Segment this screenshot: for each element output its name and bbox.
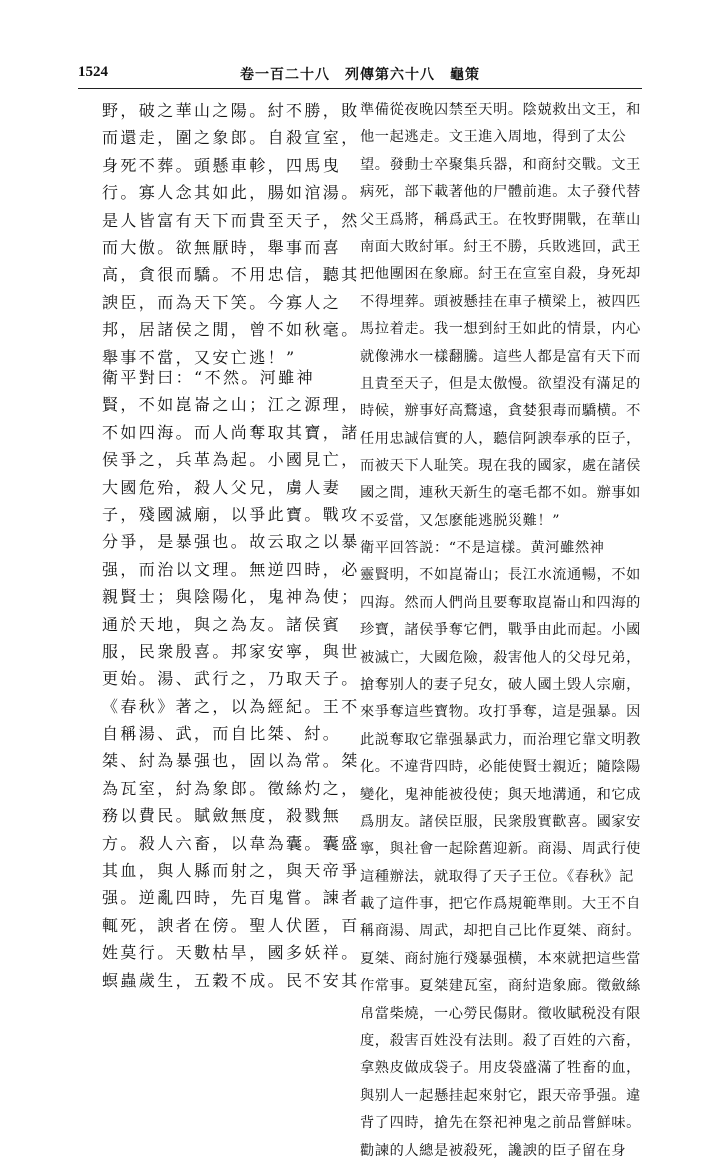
text-line: 不得埋葬。頭被懸挂在車子横梁上，被四匹 [360,293,641,310]
text-line: 務以費民。賦斂無度，殺戮無 [102,806,342,826]
translation-paragraph-2 [360,535,641,1165]
header-rule [78,88,642,89]
text-line: 賢，不如崑崙之山；江之源理， [102,395,360,415]
text-line: 望。發動士卒聚集兵器，和商紂交戰。文王 [360,156,641,173]
text-line: 且貴至天子，但是太傲慢。欲望没有滿足的 [360,375,641,392]
text-line: 親賢士；與陰陽化，鬼神為使； [102,587,360,607]
text-line: 强。逆亂四時，先百鬼嘗。諫者 [102,888,360,908]
page-header [0,0,716,96]
text-line: 載了這件事，把它作爲規範準則。大王不自 [360,896,641,913]
text-line: 寧，與社會一起除舊迎新。商湯、周武行使 [360,841,641,858]
text-line: 變化，鬼神能被役使；與天地溝通，和它成 [360,786,641,803]
text-line: 身死不葬。頭懸車軫，四馬曳 [102,155,342,175]
text-line: 把他團困在象廊。紂王在宣室自殺，身死却 [360,266,641,283]
text-line: 野，破之華山之陽。紂不勝，敗 [102,101,360,120]
text-line: 行。寡人念其如此，腸如涫湯。 [102,183,360,203]
text-line: 國之間，連秋天新生的毫毛都不如。辦事如 [360,485,641,502]
text-line: 强，而治以文理。無逆四時，必 [102,559,360,579]
text-line: 準備從夜晚囚禁至天明。陰兢救出文王，和 [360,102,641,118]
text-line: 此説奪取它靠强暴武力，而治理它靠文明教 [360,731,641,748]
text-line: 《春秋》著之，以為經紀。王不 [102,696,360,716]
text-line: 大國危殆，殺人父兄，虜人妻 [102,477,342,497]
text-line: 就像沸水一樣翻騰。這些人都是富有天下而 [360,348,641,365]
text-line: 背了四時，搶先在祭祀神鬼之前品嘗鮮味。 [360,1115,641,1132]
translation-paragraph-1 [360,97,641,535]
text-line: 被滅亡，大國危險，殺害他人的父母兄弟， [360,649,641,666]
text-line: 稱商湯、周武，却把自己比作夏桀、商紂。 [360,923,641,940]
text-line: 與别人一起懸挂起來射它，跟天帝爭强。違 [360,1087,641,1104]
text-line: 分爭，是暴强也。故云取之以暴 [102,532,360,552]
text-line: 而大傲。欲無厭時，舉事而喜 [102,237,342,257]
text-line: 作常事。夏桀建瓦室，商紂造象廊。徵斂絲 [360,978,641,995]
text-line: 病死，部下載著他的尸體前進。太子發代替 [360,184,641,201]
text-line: 舉事不當，又安亡逃！” [102,347,297,367]
text-line: 不如四海。而人尚奪取其寶，諸 [102,422,360,442]
text-line: 姓莫行。天數枯旱，國多妖祥。 [102,943,360,963]
text-line: 時候，辦事好高鶩遠，貪婪狠毒而驕横。不 [360,403,641,420]
text-line: 他一起逃走。文王進入周地，得到了太公 [360,129,627,146]
text-line: 子，殘國滅廟，以爭此寶。戰攻 [102,504,360,524]
text-line: 搶奪别人的妻子兒女，破人國土毁人宗廟， [360,676,641,693]
text-line: 高，貪很而驕。不用忠信，聽其 [102,265,360,285]
text-line: 桀、紂為暴强也，固以為常。桀 [102,751,360,771]
text-line: 螟蟲歲生，五穀不成。民不安其 [102,970,360,990]
text-line: 這種辦法，就取得了天子王位。《春秋》記 [360,868,634,885]
text-line: 為瓦室，紂為象郎。徵絲灼之， [102,778,360,798]
text-line: 帛當柴燒，一心勞民傷財。徵收賦税没有限 [360,1005,641,1022]
classical-text-paragraph-2 [102,364,360,994]
text-line: 而被天下人耻笑。現在我的國家，處在諸侯 [360,458,641,475]
running-head: 卷一百二十八 列傳第六十八 龜策 [240,67,480,83]
text-line: 諛臣，而為天下笑。今寡人之 [102,292,342,312]
text-line: 四海。然而人們尚且要奪取崑崙山和四海的 [360,594,641,611]
text-line: 邦，居諸侯之閒，曾不如秋毫。 [102,320,360,340]
text-line: 任用忠誠信實的人，聽信阿諛奉承的臣子， [360,430,641,447]
text-line: 更始。湯、武行之，乃取天子。 [102,669,360,689]
text-line: 通於天地，與之為友。諸侯賓 [102,614,342,634]
text-line: 珍寶，諸侯爭奪它們，戰爭由此而起。小國 [360,622,641,639]
text-line: 侯爭之，兵革為起。小國見亡， [102,450,360,470]
text-line: 夏桀、商紂施行殘暴强横，本來就把這些當 [360,950,641,967]
text-line: 是人皆富有天下而貴至天子，然 [102,210,360,230]
text-line: 衛平回答説：“不是這樣。黄河雖然神 [360,540,605,556]
text-line: 自稱湯、武，而自比桀、紂。 [102,724,342,744]
text-line: 父王爲將，稱爲武王。在牧野開戰，在華山 [360,211,641,228]
text-line: 度，殺害百姓没有法則。殺了百姓的六畜， [360,1033,641,1050]
text-line: 拿熟皮做成袋子。用皮袋盛滿了牲畜的血， [360,1060,641,1077]
text-line: 而還走，圍之象郎。自殺宣室， [102,128,360,148]
text-line: 服，民衆殷喜。邦家安寧，與世 [102,641,360,661]
text-line: 不妥當，又怎麽能逃脱災難！” [360,512,561,529]
text-line: 來爭奪這些寶物。攻打爭奪，這是强暴。因 [360,704,641,721]
text-line: 靈賢明，不如崑崙山；長江水流通暢，不如 [360,567,641,584]
text-line: 輒死，諛者在傍。聖人伏匿，百 [102,915,360,935]
text-line: 衛平對曰：“不然。河雖神 [102,368,315,387]
text-line: 方。殺人六畜，以韋為囊。囊盛 [102,833,360,853]
classical-text-paragraph-1 [102,97,360,371]
text-line: 其血，與人縣而射之，與天帝爭 [102,861,360,881]
text-line: 勸諫的人總是被殺死，讒諛的臣子留在身 [360,1142,627,1159]
text-line: 南面大敗紂軍。紂王不勝，兵敗逃回，武王 [360,238,641,255]
text-line: 馬拉着走。我一想到紂王如此的情景，内心 [360,321,641,338]
text-line: 化。不違背四時，必能使賢士親近；隨陰陽 [360,759,641,776]
text-line: 爲朋友。諸侯臣服，民衆殷實歡喜。國家安 [360,813,641,830]
page-number: 1524 [78,64,108,80]
